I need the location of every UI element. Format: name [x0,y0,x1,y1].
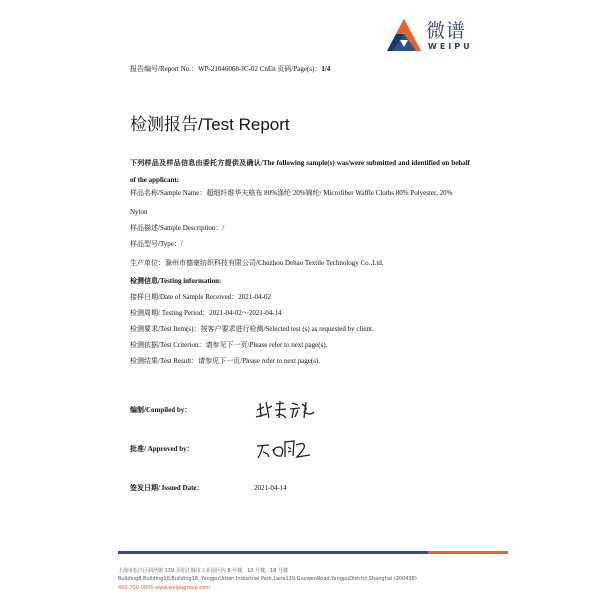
logo-text-en: WEIPU [428,42,473,51]
page-value: 1/4 [321,65,331,73]
company-logo [386,16,486,56]
logo-mark-icon [386,18,422,52]
page-label: 页码/Page(s)： [275,65,322,73]
test-items: 检测要求/Test Item(s)：按客户要求进行检测/Selected test (s) as requested by client. [130,325,374,333]
test-result: 检测结果/Test Result：请参见下一页/Please refer to next page(s). [130,357,321,365]
testing-heading: 检测信息/Testing information: [130,277,222,285]
sample-type: 样品型号/Type：/ [130,240,183,248]
sample-name-label: 样品名称/Sample Name： [130,189,207,197]
footer-divider-orange [428,551,508,554]
approved-by-label: 批准/ Approved by： [130,445,194,453]
footer-address-en: Building8,Building10,Building18, YangpuUrban Industrial Park,Lane139,GuowenRoad,YangpuDistrict,Shanghai (200438) [118,576,417,582]
test-criterion: 检测依据/Test Criterion：请参见下一页/Please refer to next page(s). [130,341,328,349]
intro-statement: 下列样品及样品信息由委托方提供及确认/The following sample(s) was/were submitted and identified on behalf of the applicant: [130,159,470,184]
manufacturer-value: 滁州市德豪纺织科技有限公司/Chuzhou Dehao Textile Technology Co.,Ltd. [165,259,384,267]
manufacturer-line [130,259,384,268]
footer-divider-blue [118,551,428,554]
issued-date-label: 签发日期/ Issued Date： [130,484,204,492]
report-no-value: WP-21046068-JC-02 CnEn [198,65,276,73]
sample-description: 样品描述/Sample Description：/ [130,224,225,232]
issued-date-value: 2021-04-14 [254,484,287,492]
footer-contact: 400-700-0005 www.weipugroup.com [118,585,211,591]
sample-name-line [130,189,452,198]
compiler-signature [254,398,318,422]
sample-name-value: 超细纤维华夫格布 80%涤纶 20%锦纶/ Microfiber Waffle Cloths 80% Polyester, 20% [206,189,453,197]
report-number [130,64,330,74]
footer-address-cn: 上海市松江区洞泾镇 139 弄松江城市工业园区内 8 号楼，10 号楼，18 号楼 [118,568,288,574]
page-title: 检测报告/Test Report [130,115,290,134]
compiled-by-label: 编制/Compiled by： [130,406,192,414]
footer-divider [118,551,508,554]
report-no-label: 报告编号/Report No.： [130,65,199,73]
date-received: 接样日期/Date of Sample Received：2021-04-02 [130,293,271,301]
logo-text-cn: 微谱 [426,20,467,42]
approver-signature [254,437,312,461]
manufacturer-label: 生产单位： [130,259,165,267]
sample-name-continued: Nylon [130,208,148,216]
testing-period: 检测周期/ Testing Period：2021-04-02～2021-04-14 [130,309,282,317]
